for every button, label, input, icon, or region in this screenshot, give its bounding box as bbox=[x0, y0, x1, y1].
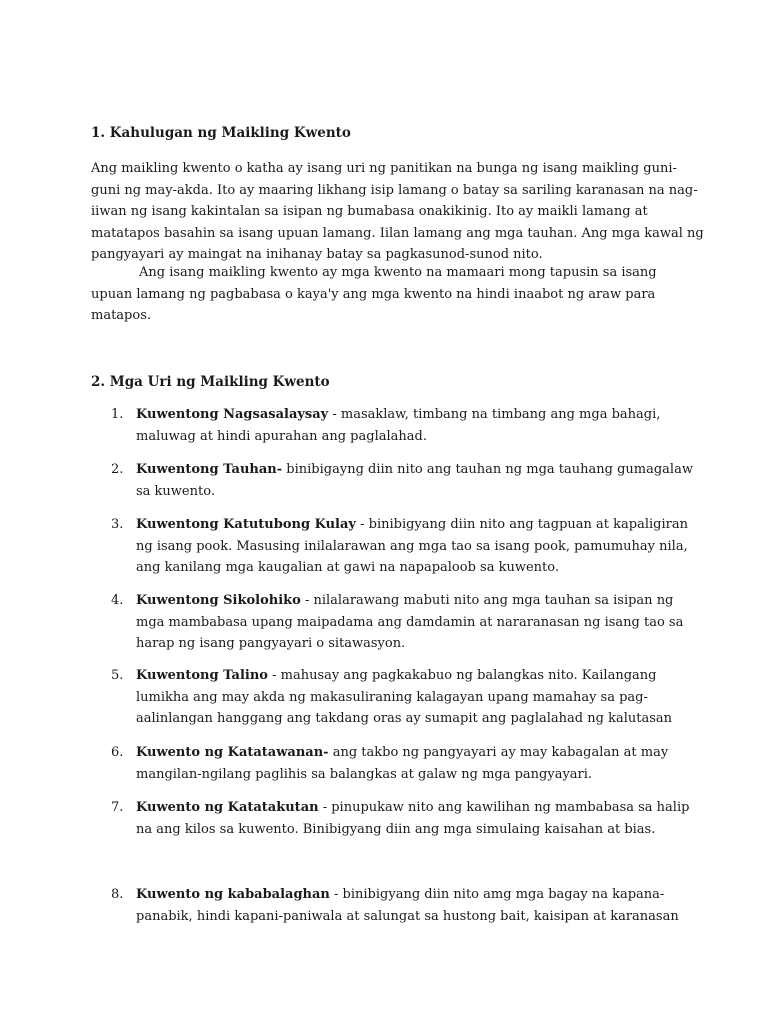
list-item-body bbox=[136, 404, 696, 447]
list-item-line: mga mambabasa upang maipadama ang damdamin at nararanasan ng isang tao sa bbox=[136, 614, 684, 630]
paragraph-line: pangyayari ay maingat na inihanay batay sa pagkasunod-sunod nito. bbox=[91, 247, 543, 262]
list-item-body bbox=[136, 665, 696, 730]
list-item-term: Kuwentong Talino bbox=[136, 668, 268, 683]
list-number: 3. bbox=[111, 517, 124, 532]
list-item-line: lumikha ang may akda ng makasuliraning kalagayan upang mamahay sa pag- bbox=[136, 689, 648, 705]
list-item-line: mangilan-ngilang paglihis sa balangkas at galaw ng mga pangyayari. bbox=[136, 766, 593, 782]
paragraph-line: matapos. bbox=[91, 308, 152, 323]
list-number: 6. bbox=[111, 745, 124, 760]
list-item-line: panabik, hindi kapani-paniwala at salungat sa hustong bait, kaisipan at karanasan bbox=[136, 908, 679, 924]
list-item-line: aalinlangan hanggang ang takdang oras ay sumapit ang paglalahad ng kalutasan bbox=[136, 711, 672, 726]
list-item-text: - masaklaw, timbang na timbang ang mga bahagi, bbox=[328, 407, 661, 422]
paragraph-line: iiwan ng isang kakintalan sa isipan ng bumabasa onakikinig. Ito ay maikli lamang at bbox=[91, 204, 648, 219]
list-item-text: - pinupukaw nito ang kawilihan ng mambabasa sa halip bbox=[318, 800, 690, 815]
list-item-body bbox=[136, 742, 696, 785]
list-item-text: - mahusay ang pagkakabuo ng balangkas nito. Kailangang bbox=[267, 668, 657, 683]
list-item-body bbox=[136, 797, 696, 840]
list-item-text: ang takbo ng pangyayari ay may kabagalan at may bbox=[328, 745, 669, 760]
list-item-line bbox=[136, 459, 696, 481]
paragraph-line: Ang maikling kwento o katha ay isang uri ng panitikan na bunga ng isang maikling guni- bbox=[91, 161, 677, 176]
list-item-term: Kuwentong Katutubong Kulay bbox=[136, 517, 356, 532]
list-item-line: maluwag at hindi apurahan ang paglalahad. bbox=[136, 428, 427, 444]
list-item-line bbox=[136, 404, 696, 426]
list-item-body bbox=[136, 514, 696, 579]
list-item-body bbox=[136, 459, 696, 502]
list-item-line bbox=[136, 742, 696, 764]
list-item-line: harap ng isang pangyayari o sitawasyon. bbox=[136, 636, 406, 651]
list-item-line bbox=[136, 665, 696, 687]
list-item-line bbox=[136, 797, 696, 819]
list-item-line bbox=[136, 884, 696, 906]
list-item-term: Kuwento ng Katatakutan bbox=[136, 800, 319, 815]
paragraph-line: matatapos basahin sa isang upuan lamang. Iilan lamang ang mga tauhan. Ang mga kawal ng bbox=[91, 225, 704, 241]
list-item-line: ng isang pook. Masusing inilalarawan ang mga tao sa isang pook, pamumuhay nila, bbox=[136, 538, 688, 554]
paragraph-line: guni ng may-akda. Ito ay maaring likhang isip lamang o batay sa sariling karanasan na nag- bbox=[91, 182, 698, 198]
list-number: 4. bbox=[111, 593, 124, 608]
paragraph-kahulugan-2 bbox=[91, 262, 691, 327]
list-item-term: Kuwentong Nagsasalaysay bbox=[136, 407, 329, 422]
list-number: 1. bbox=[111, 407, 124, 422]
list-number: 8. bbox=[111, 887, 124, 902]
section-heading-mga-uri: 2. Mga Uri ng Maikling Kwento bbox=[91, 374, 330, 390]
list-number: 7. bbox=[111, 800, 124, 815]
list-item-line: ang kanilang mga kaugalian at gawi na napapaloob sa kuwento. bbox=[136, 560, 559, 575]
list-item-text: - nilalarawang mabuti nito ang mga tauhan sa isipan ng bbox=[300, 593, 674, 608]
list-item-term: Kuwentong Tauhan- bbox=[136, 462, 283, 477]
list-item-term: Kuwento ng kababalaghan bbox=[136, 887, 330, 902]
list-item-line bbox=[136, 514, 696, 536]
list-item-term: Kuwentong Sikolohiko bbox=[136, 593, 301, 608]
list-item-text: - binibigyang diin nito amg mga bagay na kapana- bbox=[329, 887, 665, 902]
list-item-body bbox=[136, 590, 696, 655]
list-number: 5. bbox=[111, 668, 124, 683]
section-heading-kahulugan: 1. Kahulugan ng Maikling Kwento bbox=[91, 125, 351, 141]
list-item-text: binibigayng diin nito ang tauhan ng mga tauhang gumagalaw bbox=[282, 462, 693, 477]
list-item-line bbox=[136, 590, 696, 612]
paragraph-kahulugan bbox=[91, 158, 704, 266]
paragraph-line: Ang isang maikling kwento ay mga kwento na mamaari mong tapusin sa isang bbox=[139, 265, 657, 280]
list-number: 2. bbox=[111, 462, 124, 477]
paragraph-line: upuan lamang ng pagbabasa o kaya'y ang mga kwento na hindi inaabot ng araw para bbox=[91, 286, 656, 302]
list-item-line: na ang kilos sa kuwento. Binibigyang diin ang mga simulaing kaisahan at bias. bbox=[136, 821, 656, 837]
list-item-text: - binibigyang diin nito ang tagpuan at kapaligiran bbox=[355, 517, 688, 532]
list-item-term: Kuwento ng Katatawanan- bbox=[136, 745, 329, 760]
list-item-body bbox=[136, 884, 696, 927]
list-item-line: sa kuwento. bbox=[136, 483, 215, 499]
